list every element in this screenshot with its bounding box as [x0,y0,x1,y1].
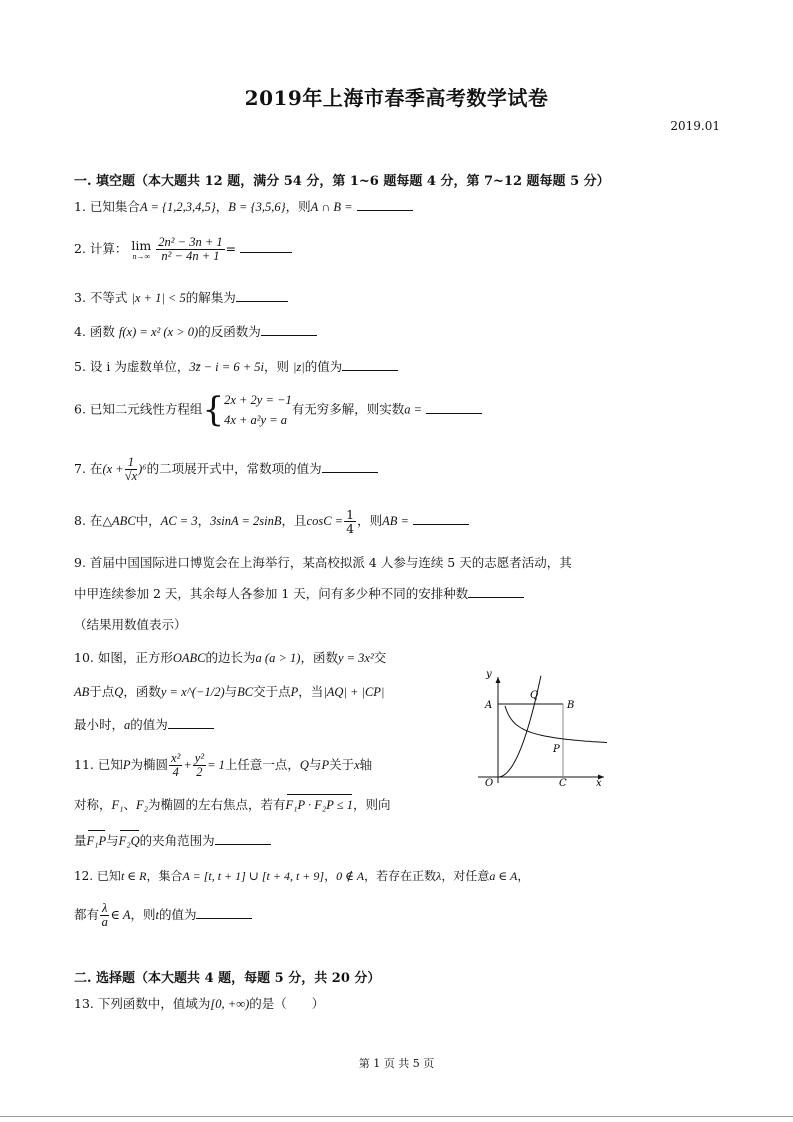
label-B: B [567,700,575,711]
answer-blank [357,198,413,211]
page-title: 2019年上海市春季高考数学试卷 [244,86,549,110]
question-3: 3. 不等式 |x + 1| < 5的解集为 [74,289,288,306]
y-axis-arrow [496,677,501,683]
answer-blank [413,512,469,525]
limit-fraction: $\frac{\text{2n² − 3n + 1}}{\text{n² − 4n + 1}}$ [158,235,223,263]
label-O: O [485,778,494,787]
curve-y-x-neg-half [505,706,607,743]
question-5: 5. 设 i 为虚数单位，3z̄ − i = 6 + 5i，则 |z|的值为 [74,358,398,375]
section-2-heading: 二. 选择题（本大题共 4 题，每题 5 分，共 20 分） [74,971,381,986]
label-P: P [553,744,560,755]
question-4: 4. 函数 f(x) = x² (x > 0)的反函数为 [74,323,317,340]
answer-blank [196,906,252,919]
answer-blank [342,358,398,371]
page-footer: 第 1 页 共 5 页 [358,1057,435,1070]
question-13: 13. 下列函数中，值域为[0, +∞)的是（ ） [74,996,325,1011]
question-10-line-2: AB于点Q，函数y = x^(−1/2)与BC交于点P，当|AQ| + |CP| [74,684,385,699]
question-1: 1. 已知集合A = {1,2,3,4,5}，B = {3,5,6}，则A ∩ B = [74,198,413,215]
label-Q: Q [530,690,539,701]
question-11: 11. 已知P为椭圆 $\frac{\text{x²}}{4}$ + $\frac{\text{y²}}{2}$ = 1上任意一点，Q与P关于x轴 [74,751,373,779]
question-10: 10. 如图，正方形OABC的边长为a (a > 1)，函数y = 3x²交 [74,650,387,665]
answer-blank [468,585,524,598]
page-bottom-rule [0,1116,793,1117]
question-9: 9. 首届中国国际进口博览会在上海举行，某高校拟派 4 人参与连续 5 天的志愿者活动，其 [74,555,572,570]
exam-date: 2019.01 [670,119,720,133]
question-6: 6. 已知二元线性方程组{ 2x + 2y = −1 4x + a²y = a 有无穷多解，则实数a = [74,390,482,430]
question-9-line-2: 中甲连续参加 2 天，其余每人各参加 1 天，问有多少种不同的安排种数 [74,585,524,602]
question-2: 2. 计算： lim n→∞ $\frac{\text{2n² − 3n + 1}}{\text{n² − 4n + 1}}$ = [74,236,292,263]
question-11-line-2: 对称，F₁、F₂为椭圆的左右焦点，若有F₁P · F₂P ≤ 1，则向 [74,797,391,812]
left-brace: { [202,390,225,430]
answer-blank [322,460,378,473]
answer-blank [236,289,288,302]
label-C: C [559,778,567,787]
label-A: A [485,700,493,711]
label-y: y [486,669,492,680]
question-9-line-3: （结果用数值表示） [74,617,187,632]
square-curves-figure [478,665,608,787]
question-7: 7. 在(x + $\frac{1}{√x}$ )⁶的二项展开式中，常数项的值为 [74,456,378,483]
question-12: 12. 已知t ∈ R，集合A = [t, t + 1] ∪ [t + 4, t + 9]，0 ∉ A，若存在正数λ，对任意a ∈ A， [74,869,530,883]
answer-blank [261,323,317,336]
label-x: x [596,778,602,787]
equation-system: 2x + 2y = −1 4x + a²y = a [224,393,292,427]
answer-blank [215,832,271,845]
question-12-line-2: 都有 $\frac{\lambda}{a}$ ∈ A，则t的值为 [74,902,252,929]
answer-blank [168,716,214,729]
question-10-line-3: 最小时，a的值为 [74,716,214,733]
section-1-heading: 一. 填空题（本大题共 12 题，满分 54 分，第 1~6 题每题 4 分，第 7~12 题每题 5 分） [74,174,610,189]
answer-blank [240,240,292,253]
question-11-line-3: 量F₁P与F₂Q的夹角范围为 [74,832,271,849]
answer-blank [426,401,482,414]
question-8: 8. 在△ABC中，AC = 3，3sinA = 2sinB，且cosC = $\frac{1}{4}$ ，则AB = [74,508,469,535]
